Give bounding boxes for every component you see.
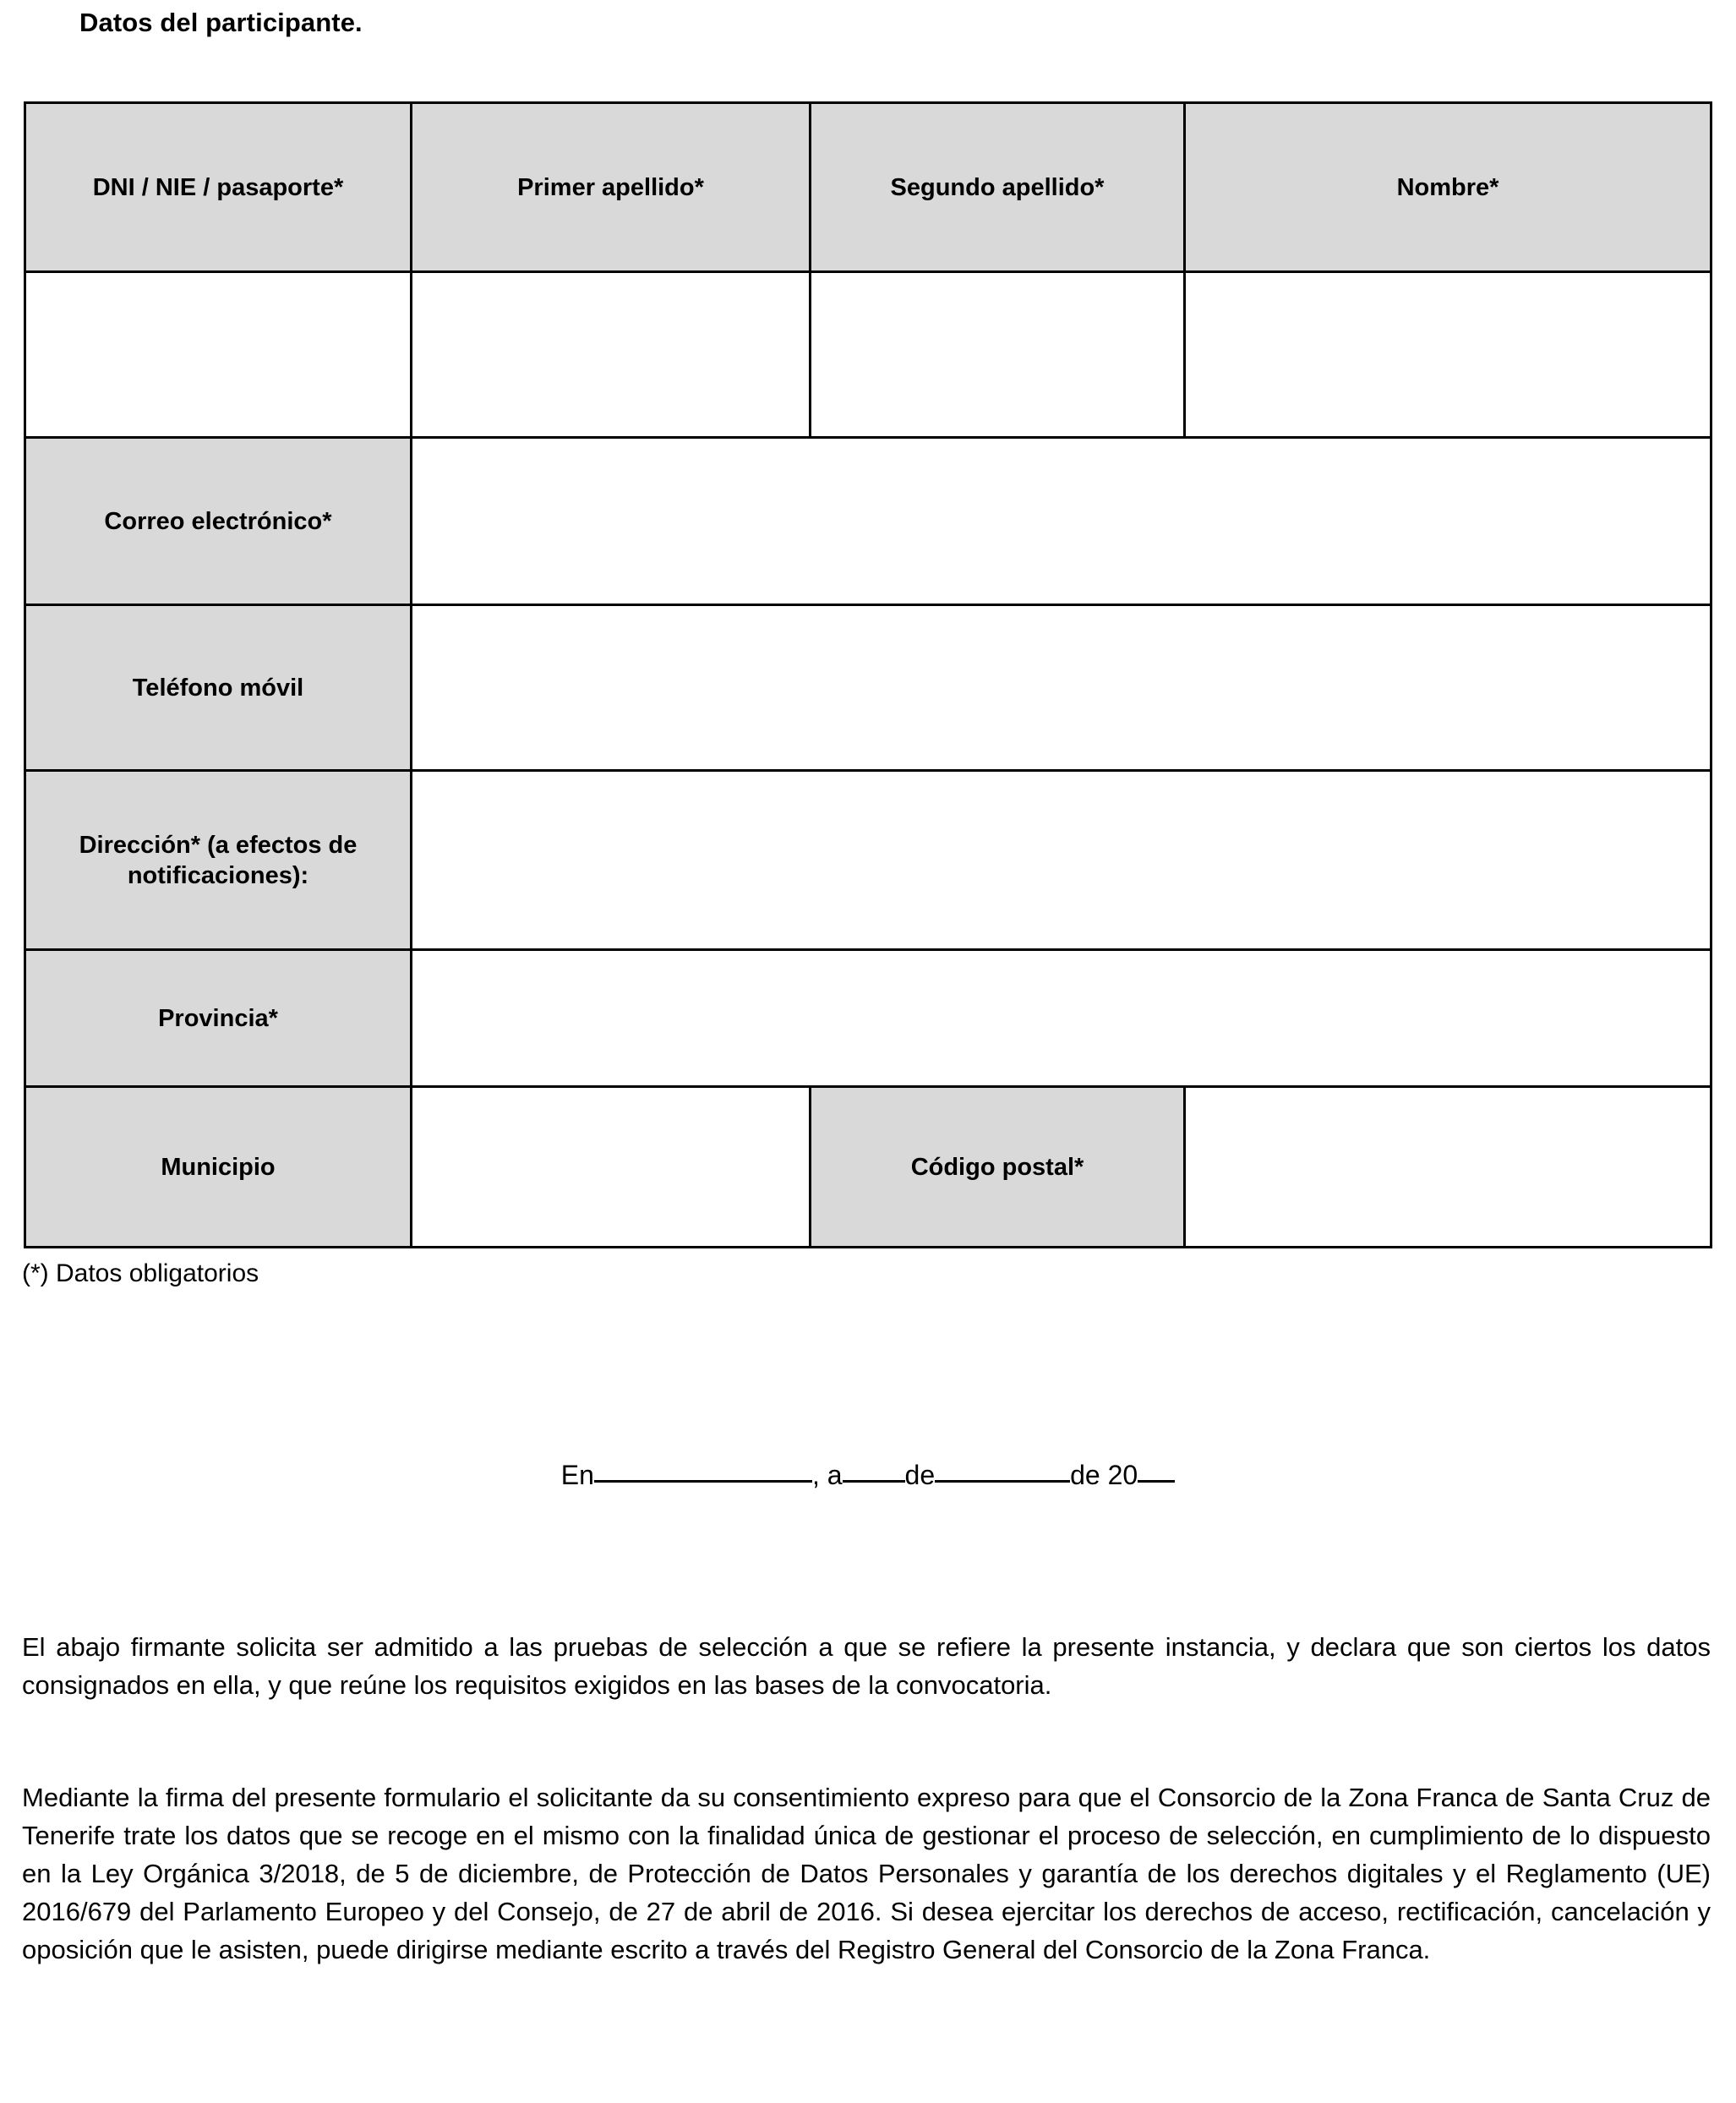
field-postal-code[interactable] [1185, 1087, 1711, 1248]
header-given-name: Nombre* [1185, 103, 1711, 272]
label-mobile: Teléfono móvil [25, 605, 412, 771]
field-second-surname[interactable] [811, 272, 1185, 438]
table-row-municipality [25, 1087, 1711, 1248]
day-blank-field[interactable] [843, 1480, 905, 1483]
participant-data-table [24, 101, 1712, 1248]
page-title: Datos del participante. [79, 8, 363, 37]
header-second-surname: Segundo apellido* [811, 103, 1185, 272]
label-address: Dirección* (a efectos de notificaciones): [25, 771, 412, 950]
obligatory-fields-note: (*) Datos obligatorios [22, 1259, 259, 1287]
field-province[interactable] [412, 950, 1711, 1087]
privacy-notice-paragraph: Mediante la firma del presente formulario el solicitante da su consentimiento expreso para que el Consorcio de la Zona Franca de Santa Cruz de Tenerife trate los datos que se recoge en el mismo con la finalidad única de gestionar el proceso de selección, en cumplimiento de lo dispuesto en la Ley Orgánica 3/2018, de 5 de diciembre, de Protección de Datos Personales y garantía de los derechos digitales y el Reglamento (UE) 2016/679 del Parlamento Europeo y del Consejo, de 27 de abril de 2016. Si desea ejercitar los derechos de acceso, rectificación, cancelación y oposición que le asisten, puede dirigirse mediante escrito a través del Registro General del Consorcio de la Zona Franca. [22, 1783, 1711, 1964]
table-row-province [25, 950, 1711, 1087]
month-blank-field[interactable] [935, 1480, 1070, 1483]
label-province: Provincia* [25, 950, 412, 1087]
date-comma-label: , a [811, 1460, 843, 1490]
label-email: Correo electrónico* [25, 438, 412, 605]
field-dni[interactable] [25, 272, 412, 438]
declaration-paragraph: El abajo firmante solicita ser admitido a las pruebas de selección a que se refiere la presente instancia, y declara que son ciertos los datos consignados en ella, y que reúne los requisitos exigidos en las bases de la convocatoria. [22, 1632, 1711, 1700]
field-email[interactable] [412, 438, 1711, 605]
field-first-surname[interactable] [412, 272, 811, 438]
date-de-label-2: de 20 [1070, 1460, 1138, 1490]
table-row-email [25, 438, 1711, 605]
table-row-name-inputs [25, 272, 1711, 438]
field-address[interactable] [412, 771, 1711, 950]
field-mobile[interactable] [412, 605, 1711, 771]
field-municipality[interactable] [412, 1087, 811, 1248]
place-blank-field[interactable] [594, 1480, 812, 1483]
table-row-mobile [25, 605, 1711, 771]
table-row-address [25, 771, 1711, 950]
table-row-headers [25, 103, 1711, 272]
header-dni: DNI / NIE / pasaporte* [25, 103, 412, 272]
date-de-label-1: de [904, 1460, 936, 1490]
year-blank-field[interactable] [1138, 1480, 1175, 1483]
label-municipality: Municipio [25, 1087, 412, 1248]
place-prefix-label: En [560, 1460, 594, 1490]
label-postal-code: Código postal* [811, 1087, 1185, 1248]
field-given-name[interactable] [1185, 272, 1711, 438]
header-first-surname: Primer apellido* [412, 103, 811, 272]
place-and-date-line [0, 1456, 1736, 1494]
